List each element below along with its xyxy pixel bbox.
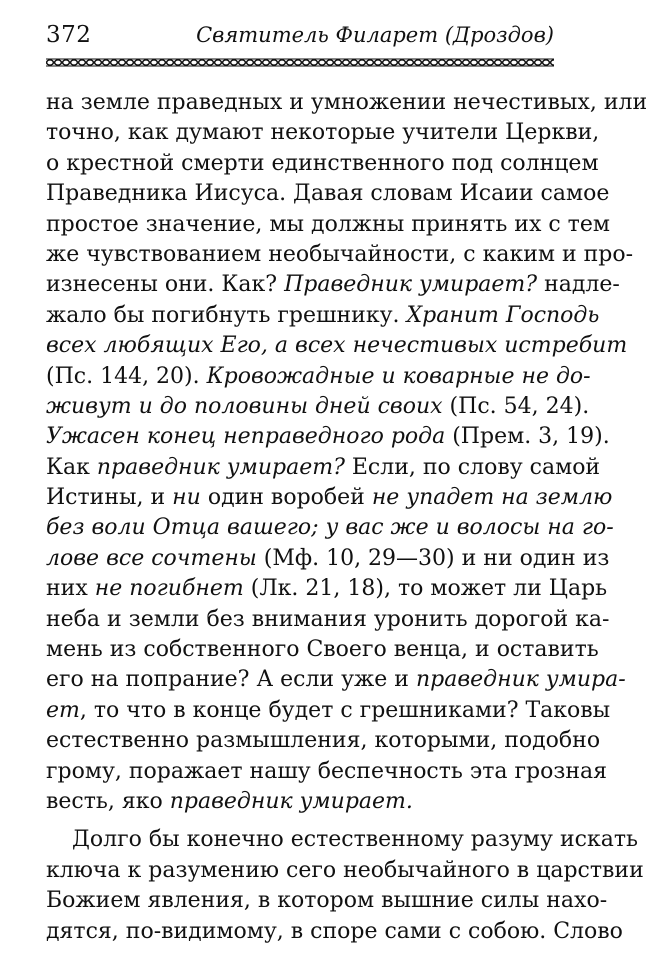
text-line (46, 886, 608, 916)
italic-quote: живут и до половины дней своих (46, 393, 443, 419)
text-line (46, 179, 610, 209)
text-line (46, 787, 554, 817)
text-line (46, 574, 608, 604)
italic-quote: праведник умирает. (169, 788, 413, 814)
text-run: (Пс. 54, 24). (442, 393, 590, 419)
text-run: (Мф. 10, 29—30) и ни один из (256, 545, 610, 571)
paragraph (46, 825, 644, 947)
text-line (46, 210, 610, 240)
text-line (46, 362, 591, 392)
page-number: 372 (46, 22, 92, 48)
text-run: изнесены они. Как? (46, 272, 285, 298)
text-run: один воробей (200, 485, 372, 511)
text-run: (Прем. 3, 19). (445, 424, 610, 450)
text-line (46, 240, 634, 270)
text-run: (Пс. 144, 20). (46, 363, 207, 389)
text-run: его на попрание? А если уже и (46, 667, 416, 693)
text-run: точно, как думают некоторые учители Церкви, (46, 120, 600, 146)
text-line (46, 453, 601, 483)
italic-quote: праведник умирает? (96, 454, 345, 480)
running-header (46, 18, 554, 52)
text-run: Истины, и (46, 485, 173, 511)
italic-quote: без воли Отца вашего; у вас же и волосы на го- (46, 515, 614, 541)
text-line (46, 696, 611, 726)
text-run: о крестной смерти единственного под солнцем (46, 150, 599, 176)
text-line (46, 118, 600, 148)
text-run: неба и земли без внимания уронить дорогой ка- (46, 606, 610, 632)
text-run: дятся, по-видимому, в споре сами с собою. Слово (46, 918, 623, 944)
text-line (46, 392, 590, 422)
text-line (46, 726, 601, 756)
text-line (46, 422, 610, 452)
text-run: Божием явления, в котором вышние силы нахо- (46, 888, 608, 914)
text-line (46, 757, 608, 787)
text-line (46, 856, 644, 886)
text-run: надле- (537, 272, 620, 298)
text-line (46, 270, 620, 300)
text-line (46, 331, 628, 361)
text-run: простое значение, мы должны принять их с тем (46, 211, 610, 237)
italic-quote: Кровожадные и коварные не до- (206, 363, 591, 389)
italic-quote: не погибнет (94, 576, 244, 602)
text-line (46, 605, 610, 635)
italic-quote: ет (46, 697, 80, 723)
text-run: Если, по слову самой (344, 454, 601, 480)
text-run: Долго бы конечно естественному разуму искать (72, 827, 638, 853)
text-run: грому, поражает нашу беспечность эта грозная (46, 758, 608, 784)
text-line (46, 301, 600, 331)
paragraph-gap (46, 817, 554, 825)
text-run: (Лк. 21, 18), то может ли Царь (243, 576, 608, 602)
text-line (46, 665, 626, 695)
text-line (46, 825, 638, 855)
text-run: ключа к разумению сего необычайного в царствии (46, 857, 644, 883)
text-run: Как (46, 454, 97, 480)
text-line (46, 88, 647, 118)
italic-quote: Праведник умирает? (284, 272, 538, 298)
italic-quote: Хранит Господь (406, 302, 600, 328)
text-line (46, 513, 614, 543)
body-text (46, 88, 647, 947)
text-run: , то что в конце будет с грешниками? Таковы (79, 697, 611, 723)
italic-quote: праведник умира- (415, 667, 626, 693)
italic-quote: не упадет на землю (371, 485, 613, 511)
text-line (46, 635, 599, 665)
text-run: Праведника Иисуса. Давая словам Исаии самое (46, 181, 610, 207)
italic-quote: ни (172, 485, 201, 511)
italic-quote: Ужасен конец неправедного рода (46, 424, 446, 450)
text-line (46, 544, 610, 574)
text-line (46, 149, 599, 179)
running-title: Святитель Филарет (Дроздов) (196, 23, 554, 47)
text-line (46, 917, 623, 947)
text-run: жало бы погибнуть грешнику. (46, 302, 407, 328)
text-run: мень из собственного Своего венца, и оставить (46, 637, 599, 663)
paragraph (46, 88, 647, 817)
text-run: естественно размышления, которыми, подобно (46, 728, 601, 754)
italic-quote: лове все сочтены (46, 545, 257, 571)
text-run: на земле праведных и умножении нечестивых, или (46, 90, 647, 115)
text-run: них (46, 576, 95, 602)
decorative-rule (46, 58, 554, 67)
italic-quote: всех любящих Его, а всех нечестивых истребит (46, 333, 628, 359)
text-line (46, 483, 613, 513)
text-run: весть, яко (46, 788, 170, 814)
text-run: же чувствованием необычайности, с каким и про- (46, 241, 634, 267)
